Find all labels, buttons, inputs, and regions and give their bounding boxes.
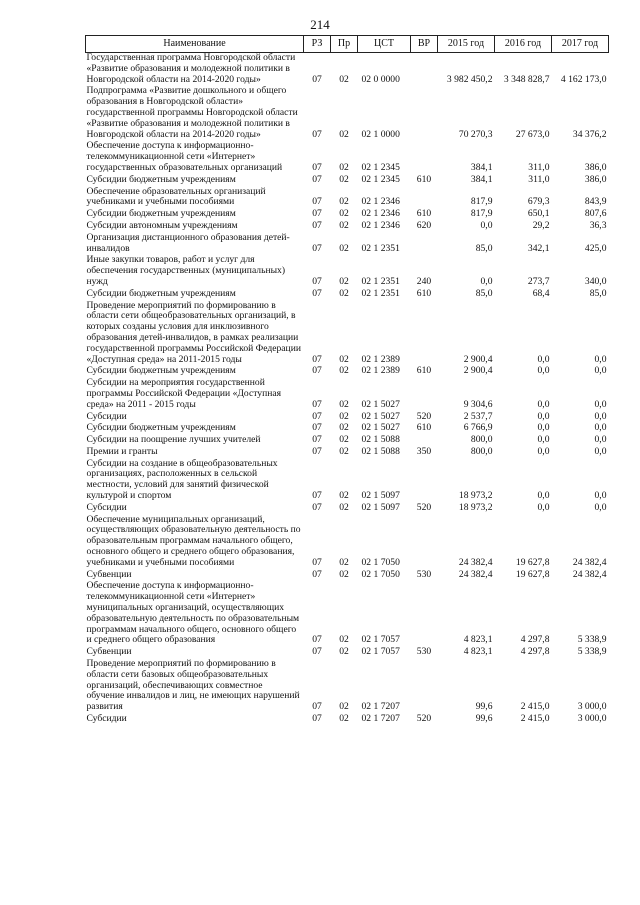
table-row — [86, 187, 609, 210]
table-row — [86, 233, 609, 256]
cell-2015: 24 382,4 — [458, 568, 493, 580]
cell-2017: 34 376,2 — [572, 128, 607, 140]
table-row — [86, 659, 609, 714]
cell-pr: 02 — [339, 445, 349, 457]
cell-vr: 610 — [416, 208, 432, 220]
cell-2015: 384,1 — [470, 173, 493, 185]
cell-cst: 02 1 5027 — [361, 410, 400, 422]
table-row — [86, 378, 609, 411]
cell-rz: 07 — [312, 568, 322, 580]
cell-rz: 07 — [312, 73, 322, 85]
cell-2016: 2 415,0 — [520, 713, 550, 725]
cell-name: Обеспечение муниципальных организаций, осуществляющих образовательную деятельность по образовательным программам начального общего, основного общего и среднего общего образования, учебниками и учебными пособиями — [86, 513, 301, 568]
table-row — [86, 515, 609, 570]
cell-rz: 07 — [312, 410, 322, 422]
cell-name: Обеспечение доступа к информационно-телекоммуникационной сети «Интернет» государственных образовательных организаций — [86, 140, 283, 173]
cell-cst: 02 1 5088 — [361, 445, 400, 457]
cell-2017: 807,6 — [584, 208, 607, 220]
cell-2015: 3 982 450,2 — [446, 73, 493, 85]
cell-2016: 0,0 — [537, 490, 550, 502]
budget-table — [85, 35, 609, 726]
cell-2017: 24 382,4 — [572, 556, 607, 568]
cell-2015: 800,0 — [470, 434, 493, 446]
cell-2017: 3 000,0 — [577, 701, 607, 713]
table-row — [86, 301, 609, 367]
cell-rz: 07 — [312, 287, 322, 299]
table-row — [86, 255, 609, 288]
cell-cst: 02 1 2346 — [361, 219, 400, 231]
cell-rz: 07 — [312, 445, 322, 457]
header-2016: 2016 год — [495, 36, 552, 53]
cell-2015: 384,1 — [470, 161, 493, 173]
cell-pr: 02 — [339, 173, 349, 185]
table-row — [86, 141, 609, 174]
cell-2016: 311,0 — [528, 161, 550, 173]
cell-2015: 99,6 — [475, 701, 493, 713]
cell-2017: 386,0 — [584, 161, 607, 173]
header-name: Наименование — [86, 36, 304, 53]
cell-2017: 0,0 — [594, 422, 607, 434]
cell-2015: 2 537,7 — [463, 410, 493, 422]
cell-pr: 02 — [339, 701, 349, 713]
cell-2016: 650,1 — [527, 208, 550, 220]
cell-2015: 0,0 — [480, 275, 493, 287]
cell-cst: 02 1 5027 — [361, 422, 400, 434]
cell-2017: 0,0 — [594, 398, 607, 410]
cell-pr: 02 — [339, 128, 349, 140]
cell-rz: 07 — [312, 434, 322, 446]
cell-pr: 02 — [339, 353, 349, 365]
cell-vr: 610 — [416, 287, 432, 299]
cell-name: Обеспечение доступа к информационно-телекоммуникационной сети «Интернет» муниципальных организаций, осуществляющих образовательную деятельность по образовательным программам начального общего, основного общего и среднего общего образования — [86, 580, 300, 646]
cell-2015: 4 823,1 — [463, 634, 493, 646]
cell-name: Субвенции — [86, 568, 132, 580]
cell-cst: 02 1 2345 — [361, 173, 400, 185]
cell-2016: 0,0 — [537, 501, 550, 513]
cell-2017: 0,0 — [594, 434, 607, 446]
cell-name: Организация дистанционного образования детей-инвалидов — [86, 231, 290, 254]
cell-vr: 530 — [416, 646, 432, 658]
cell-rz: 07 — [312, 173, 322, 185]
cell-pr: 02 — [339, 242, 349, 254]
cell-2017: 0,0 — [594, 490, 607, 502]
cell-vr — [411, 515, 438, 570]
cell-cst: 02 1 2345 — [361, 161, 400, 173]
cell-2016: 0,0 — [537, 434, 550, 446]
cell-vr — [411, 141, 438, 174]
cell-vr — [411, 53, 438, 87]
cell-2016: 0,0 — [537, 353, 550, 365]
table-row — [86, 714, 609, 726]
cell-rz: 07 — [312, 365, 322, 377]
cell-2017: 843,9 — [584, 196, 607, 208]
cell-2016: 0,0 — [537, 365, 550, 377]
cell-pr: 02 — [339, 196, 349, 208]
cell-2015: 18 973,2 — [458, 501, 493, 513]
cell-cst: 02 1 2351 — [361, 242, 400, 254]
cell-pr: 02 — [339, 501, 349, 513]
cell-pr: 02 — [339, 568, 349, 580]
header-vr: ВР — [411, 36, 438, 53]
cell-rz: 07 — [312, 208, 322, 220]
cell-pr: 02 — [339, 398, 349, 410]
cell-cst: 02 1 0000 — [361, 128, 400, 140]
cell-2017: 36,3 — [589, 219, 607, 231]
cell-cst: 02 1 7057 — [361, 634, 400, 646]
cell-vr — [411, 378, 438, 411]
cell-vr: 610 — [416, 365, 432, 377]
cell-vr — [411, 459, 438, 503]
cell-vr — [411, 187, 438, 210]
cell-pr: 02 — [339, 634, 349, 646]
cell-2016: 342,1 — [527, 242, 550, 254]
cell-name: Премии и гранты — [86, 445, 158, 457]
cell-name: Субсидии бюджетным учреждениям — [86, 365, 236, 377]
table-row — [86, 175, 609, 187]
cell-pr: 02 — [339, 422, 349, 434]
cell-2015: 6 766,9 — [463, 422, 493, 434]
cell-2016: 0,0 — [537, 422, 550, 434]
cell-pr: 02 — [339, 73, 349, 85]
cell-cst: 02 1 2389 — [361, 365, 400, 377]
cell-2016: 0,0 — [537, 398, 550, 410]
cell-vr — [411, 581, 438, 647]
cell-2016: 4 297,8 — [520, 646, 550, 658]
cell-2015: 2 900,4 — [463, 353, 493, 365]
cell-2017: 0,0 — [594, 445, 607, 457]
cell-name: Субсидии бюджетным учреждениям — [86, 287, 236, 299]
cell-pr: 02 — [339, 410, 349, 422]
cell-2015: 817,9 — [470, 208, 493, 220]
cell-vr: 520 — [416, 501, 432, 513]
cell-name: Подпрограмма «Развитие дошкольного и общего образования в Новгородской области» государственной программы Новгородской области «Развитие образования и молодежной политики в Новгородской области на 2014-2020 годы» — [86, 85, 298, 140]
cell-rz: 07 — [312, 713, 322, 725]
cell-cst: 02 1 7057 — [361, 646, 400, 658]
cell-2017: 0,0 — [594, 410, 607, 422]
cell-name: Субсидии на мероприятия государственной программы Российской Федерации «Доступная среда» на 2011 - 2015 годы — [86, 377, 282, 410]
table-row — [86, 53, 609, 87]
page-number: 214 — [310, 17, 330, 32]
cell-rz: 07 — [312, 646, 322, 658]
cell-rz: 07 — [312, 501, 322, 513]
cell-2016: 4 297,8 — [520, 634, 550, 646]
cell-vr — [411, 233, 438, 256]
cell-vr: 530 — [416, 568, 432, 580]
cell-name: Субсидии — [86, 501, 127, 513]
cell-cst: 02 1 2346 — [361, 196, 400, 208]
cell-cst: 02 1 2351 — [361, 275, 400, 287]
cell-vr — [411, 301, 438, 367]
cell-rz: 07 — [312, 196, 322, 208]
table-row — [86, 503, 609, 515]
cell-cst: 02 1 5097 — [361, 501, 400, 513]
table-body — [86, 53, 609, 726]
cell-name: Субсидии — [86, 410, 127, 422]
cell-rz: 07 — [312, 128, 322, 140]
cell-vr — [411, 86, 438, 141]
cell-2015: 85,0 — [475, 242, 493, 254]
header-cst: ЦСТ — [358, 36, 411, 53]
cell-2015: 2 900,4 — [463, 365, 493, 377]
header-rz: РЗ — [304, 36, 331, 53]
cell-2017: 425,0 — [584, 242, 607, 254]
cell-2015: 99,6 — [475, 713, 493, 725]
table-row — [86, 459, 609, 503]
cell-rz: 07 — [312, 275, 322, 287]
cell-pr: 02 — [339, 365, 349, 377]
cell-2015: 24 382,4 — [458, 556, 493, 568]
cell-2017: 0,0 — [594, 365, 607, 377]
cell-2015: 4 823,1 — [463, 646, 493, 658]
cell-cst: 02 1 7050 — [361, 568, 400, 580]
cell-name: Субсидии на создание в общеобразовательных организациях, расположенных в сельской местности, условий для занятий физической культурой и спортом — [86, 457, 278, 502]
cell-2017: 24 382,4 — [572, 568, 607, 580]
cell-name: Субсидии — [86, 713, 127, 725]
cell-vr: 350 — [416, 445, 432, 457]
header-pr: Пр — [331, 36, 358, 53]
table-row — [86, 289, 609, 301]
cell-2015: 0,0 — [480, 219, 493, 231]
cell-cst: 02 1 5097 — [361, 490, 400, 502]
cell-vr — [411, 659, 438, 714]
cell-cst: 02 1 2351 — [361, 287, 400, 299]
cell-cst: 02 1 7207 — [361, 713, 400, 725]
cell-2015: 9 304,6 — [463, 398, 493, 410]
cell-rz: 07 — [312, 556, 322, 568]
cell-vr: 240 — [416, 275, 432, 287]
cell-2015: 817,9 — [470, 196, 493, 208]
table-row — [86, 447, 609, 459]
cell-rz: 07 — [312, 161, 322, 173]
cell-2017: 85,0 — [589, 287, 607, 299]
cell-2015: 70 270,3 — [458, 128, 493, 140]
cell-rz: 07 — [312, 242, 322, 254]
cell-2016: 2 415,0 — [520, 701, 550, 713]
cell-cst: 02 1 7207 — [361, 701, 400, 713]
cell-2017: 3 000,0 — [577, 713, 607, 725]
cell-name: Государственная программа Новгородской области «Развитие образования и молодежной политики в Новгородской области на 2014-2020 годы» — [86, 52, 296, 85]
cell-2016: 19 627,8 — [515, 568, 550, 580]
cell-vr: 520 — [416, 410, 432, 422]
cell-2016: 679,3 — [527, 196, 550, 208]
cell-pr: 02 — [339, 208, 349, 220]
cell-cst: 02 1 5027 — [361, 398, 400, 410]
cell-cst: 02 0 0000 — [361, 73, 400, 85]
cell-2016: 3 348 828,7 — [503, 73, 550, 85]
header-2017: 2017 год — [552, 36, 609, 53]
cell-name: Субсидии бюджетным учреждениям — [86, 208, 236, 220]
cell-pr: 02 — [339, 161, 349, 173]
cell-pr: 02 — [339, 713, 349, 725]
cell-vr: 610 — [416, 173, 432, 185]
cell-name: Субсидии на поощрение лучших учителей — [86, 434, 261, 446]
cell-rz: 07 — [312, 353, 322, 365]
cell-rz: 07 — [312, 219, 322, 231]
cell-pr: 02 — [339, 275, 349, 287]
cell-rz: 07 — [312, 634, 322, 646]
cell-rz: 07 — [312, 398, 322, 410]
cell-vr: 520 — [416, 713, 432, 725]
cell-2016: 27 673,0 — [515, 128, 550, 140]
cell-pr: 02 — [339, 287, 349, 299]
cell-name: Субсидии автономным учреждениям — [86, 219, 238, 231]
cell-2017: 340,0 — [584, 275, 607, 287]
cell-2015: 85,0 — [475, 287, 493, 299]
cell-cst: 02 1 5088 — [361, 434, 400, 446]
cell-rz: 07 — [312, 422, 322, 434]
cell-name: Субвенции — [86, 646, 132, 658]
cell-name: Проведение мероприятий по формированию в области сети базовых общеобразовательных организаций, обеспечивающих совместное обучение инвалидов и лиц, не имеющих нарушений развития — [86, 658, 300, 713]
cell-cst: 02 1 2389 — [361, 353, 400, 365]
table-row — [86, 221, 609, 233]
cell-name: Обеспечение образовательных организаций учебниками и учебными пособиями — [86, 185, 266, 208]
cell-2016: 19 627,8 — [515, 556, 550, 568]
cell-2017: 5 338,9 — [577, 634, 607, 646]
cell-pr: 02 — [339, 646, 349, 658]
cell-name: Субсидии бюджетным учреждениям — [86, 422, 236, 434]
table-row — [86, 86, 609, 141]
cell-vr: 610 — [416, 422, 432, 434]
cell-2016: 68,4 — [532, 287, 550, 299]
table-row — [86, 581, 609, 647]
cell-2016: 311,0 — [528, 173, 550, 185]
cell-name: Иные закупки товаров, работ и услуг для обеспечения государственных (муниципальных) нужд — [86, 254, 286, 287]
cell-2017: 4 162 173,0 — [560, 73, 607, 85]
cell-rz: 07 — [312, 701, 322, 713]
cell-2016: 29,2 — [532, 219, 550, 231]
cell-pr: 02 — [339, 219, 349, 231]
cell-2017: 0,0 — [594, 353, 607, 365]
cell-pr: 02 — [339, 434, 349, 446]
cell-rz: 07 — [312, 490, 322, 502]
cell-name: Проведение мероприятий по формированию в области сети общеобразовательных организаций, в которых созданы условия для инклюзивного образования детей-инвалидов, в рамках реализации государственной программы Российской Федерации «Доступная среда» на 2011-2015 годы — [86, 299, 301, 365]
cell-2017: 5 338,9 — [577, 646, 607, 658]
cell-2016: 273,7 — [527, 275, 550, 287]
cell-2017: 386,0 — [584, 173, 607, 185]
cell-2017: 0,0 — [594, 501, 607, 513]
cell-pr: 02 — [339, 556, 349, 568]
cell-cst: 02 1 7050 — [361, 556, 400, 568]
cell-2015: 18 973,2 — [458, 490, 493, 502]
table-header — [86, 36, 609, 53]
cell-name: Субсидии бюджетным учреждениям — [86, 173, 236, 185]
header-2015: 2015 год — [438, 36, 495, 53]
cell-2015: 800,0 — [470, 445, 493, 457]
cell-vr: 620 — [416, 219, 432, 231]
cell-pr: 02 — [339, 490, 349, 502]
cell-2016: 0,0 — [537, 410, 550, 422]
cell-2016: 0,0 — [537, 445, 550, 457]
cell-cst: 02 1 2346 — [361, 208, 400, 220]
